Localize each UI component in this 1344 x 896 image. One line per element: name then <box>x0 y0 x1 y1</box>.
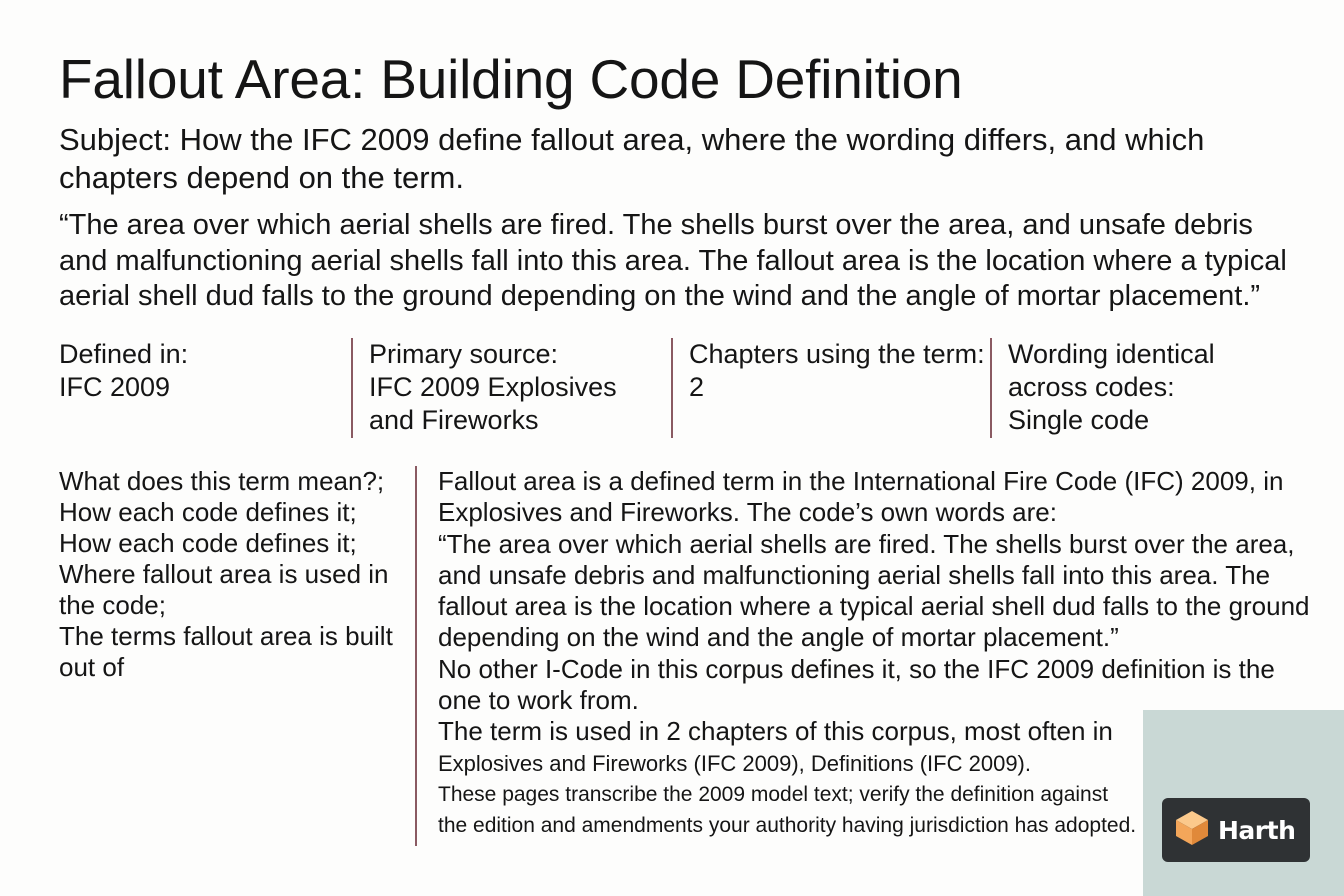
cube-icon <box>1174 809 1210 852</box>
page-title: Fallout Area: Building Code Definition <box>59 48 963 110</box>
fact-label: Wording identical across codes: <box>1008 339 1215 402</box>
toc-link-related-terms[interactable]: The terms fallout area is built out of <box>59 621 393 682</box>
usage-line: The term is used in 2 chapters of this corpus, most often in <box>438 716 1113 747</box>
fact-label: Primary source: <box>369 339 559 369</box>
no-other-code-paragraph: No other I-Code in this corpus defines it, so the IFC 2009 definition is the one to work from. <box>438 653 1275 716</box>
jurisdiction-note: These pages transcribe the 2009 model text; verify the definition against the edition and amendments your authority having jurisdiction has adopted. <box>438 782 1137 838</box>
fact-wording-identical <box>990 338 1268 438</box>
toc-link-definitions[interactable]: How each code defines it; <box>59 497 357 527</box>
fact-primary-source <box>351 338 649 438</box>
logo-wordmark: Harth <box>1218 815 1296 845</box>
intro-paragraph: Fallout area is a defined term in the International Fire Code (IFC) 2009, in Explosives and Fireworks. The code’s own words are: <box>438 466 1284 528</box>
definition-quote: “The area over which aerial shells are fired. The shells burst over the area, and unsafe debris and malfunctioning aerial shells fall into this area. The fallout area is the location where a typical aerial shell dud falls to the ground depending on the wind and the angle of mortar placement.” <box>59 209 1287 312</box>
fact-value: 2 <box>689 372 705 402</box>
toc-link-meaning[interactable]: What does this term mean?; <box>59 466 385 496</box>
usage-chapters-line: Explosives and Fireworks (IFC 2009), Definitions (IFC 2009). <box>438 750 1031 776</box>
fact-value: IFC 2009 Explosives and Fireworks <box>369 372 617 435</box>
table-of-contents <box>59 466 409 683</box>
definition-paragraph: “The area over which aerial shells are fired. The shells burst over the area, and unsafe debris and malfunctioning aerial shells fall into this area. The fallout area is the location where a typical aerial shell dud falls to the ground depending on the wind and the angle of mortar placement.” <box>438 528 1310 653</box>
fact-label: Defined in: <box>59 339 189 369</box>
column-divider <box>415 466 417 846</box>
fact-value: IFC 2009 <box>59 372 171 402</box>
fact-value: Single code <box>1008 405 1150 435</box>
fact-defined-in <box>59 338 339 438</box>
toc-link-usage[interactable]: Where fallout area is used in the code; <box>59 559 389 620</box>
facts-row <box>59 338 1299 438</box>
fact-chapters-using <box>671 338 989 438</box>
toc-link-definitions[interactable]: How each code defines it; <box>59 528 357 558</box>
fact-label: Chapters using the term: <box>689 339 985 369</box>
subject-line: Subject: How the IFC 2009 define fallout area, where the wording differs, and which chapters depend on the term. <box>59 122 1205 195</box>
harth-logo <box>1162 798 1310 862</box>
